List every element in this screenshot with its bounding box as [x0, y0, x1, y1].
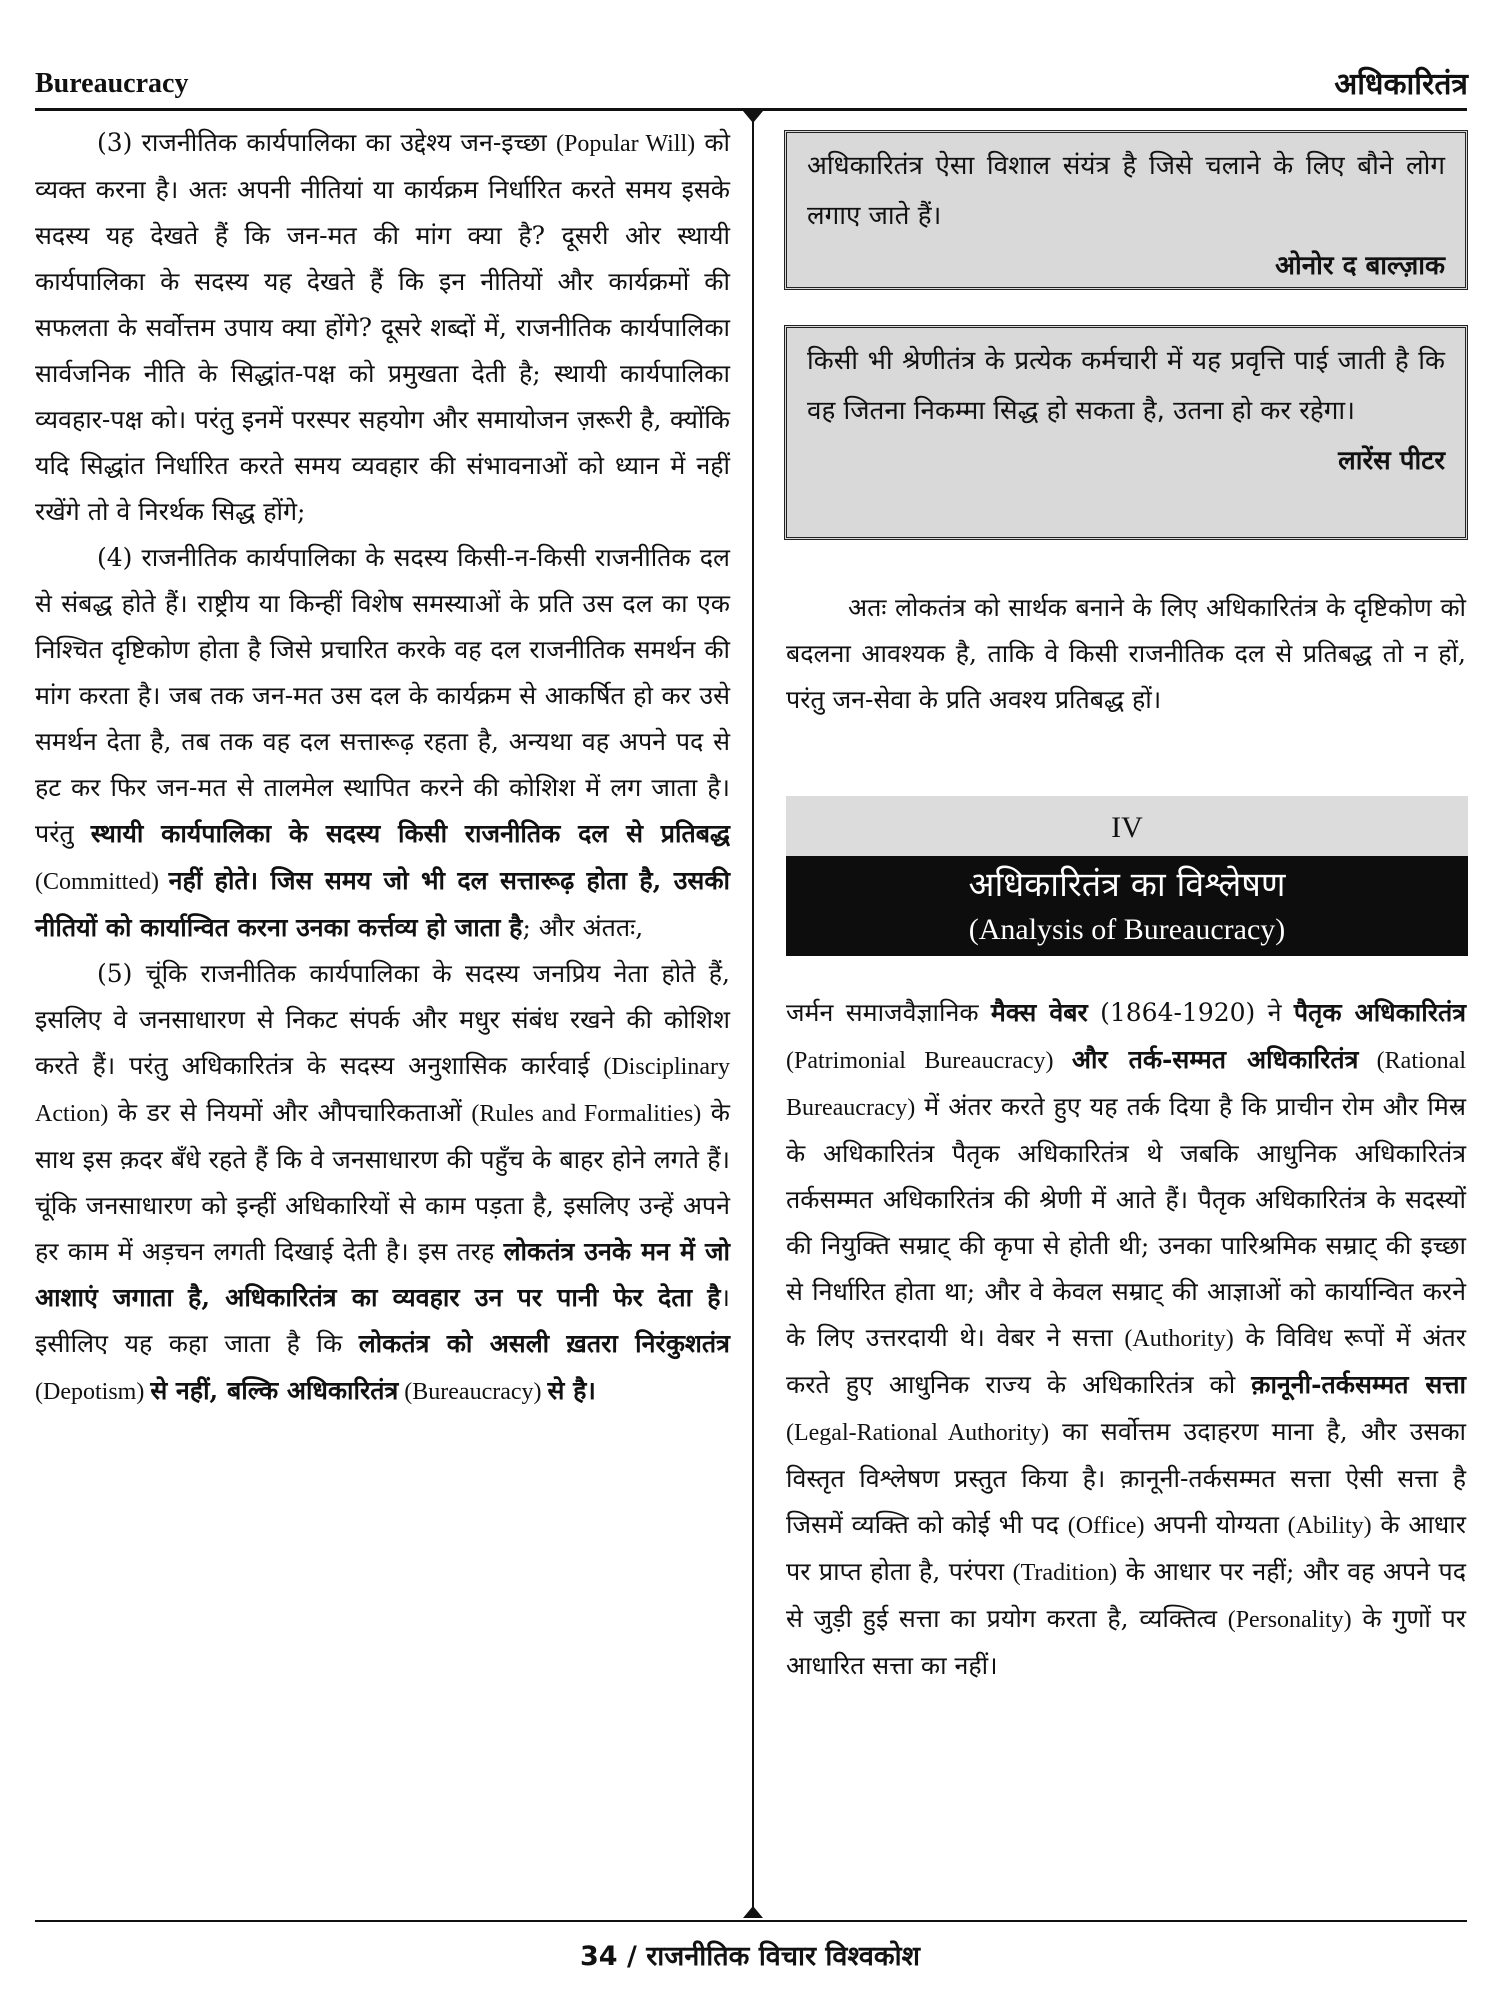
section-heading: [786, 856, 1468, 956]
right-column-intro: [786, 585, 1466, 723]
right-column-analysis: [786, 990, 1466, 1689]
running-header-left: Bureaucracy: [35, 68, 189, 99]
paragraph-4: (4) राजनीतिक कार्यपालिका के सदस्य किसी-न-किसी राजनीतिक दल से संबद्ध होते हैं। राष्ट्रीय या किन्हीं विशेष समस्याओं के प्रति उस दल का एक निश्चित दृष्टिकोण होता है जिसे प्रचारित करके वह दल राजनीतिक समर्थन की मांग करता है। जब तक जन-मत उस दल के कार्यक्रम से आकर्षित हो कर उसे समर्थन देता है, तब तक वह दल सत्तारूढ़ रहता है, अन्यथा वह अपने पद से हट कर फिर जन-मत से तालमेल स्थापित करने की कोशिश में लग जाता है। परंतु स्थायी कार्यपालिका के सदस्य किसी राजनीतिक दल से प्रतिबद्ध (Committed) नहीं होते। जिस समय जो भी दल सत्तारूढ़ होता है, उसकी नीतियों को कार्यान्वित करना उनका कर्त्तव्य हो जाता है; और अंततः,: [35, 543, 731, 942]
quote-text: अधिकारितंत्र ऐसा विशाल संयंत्र है जिसे चलाने के लिए बौने लोग लगाए जाते हैं।: [807, 151, 1445, 231]
quote-box-peter: [784, 325, 1468, 540]
quote-author: ओनोर द बाल्ज़ाक: [1275, 251, 1445, 281]
quote-author: लारेंस पीटर: [1338, 446, 1445, 476]
column-divider: [752, 114, 754, 1914]
bottom-rule: [35, 1920, 1467, 1922]
paragraph-3: (3) राजनीतिक कार्यपालिका का उद्देश्य जन-इच्छा (Popular Will) को व्यक्त करना है। अतः अपनी नीतियां या कार्यक्रम निर्धारित करते समय इसके सदस्य यह देखते हैं कि जन-मत की मांग क्या है? दूसरी ओर स्थायी कार्यपालिका के सदस्य यह देखते हैं कि इन नीतियों और कार्यक्रमों की सफलता के सर्वोत्तम उपाय क्या होंगे? दूसरे शब्दों में, राजनीतिक कार्यपालिका सार्वजनिक नीति के सिद्धांत-पक्ष को प्रमुखता देती है; स्थायी कार्यपालिका व्यवहार-पक्ष को। परंतु इनमें परस्पर सहयोग और समायोजन ज़रूरी है, क्योंकि यदि सिद्धांत निर्धारित करते समय व्यवहार की संभावनाओं को ध्यान में नहीं रखेंगे तो वे निरर्थक सिद्ध होंगे;: [35, 128, 731, 526]
section-title-english: (Analysis of Bureaucracy): [968, 913, 1286, 946]
weber-paragraph: जर्मन समाजवैज्ञानिक मैक्स वेबर (1864-1920) ने पैतृक अधिकारितंत्र (Patrimonial Bureaucracy) और तर्क-सम्मत अधिकारितंत्र (Rational Bureaucracy) में अंतर करते हुए यह तर्क दिया है कि प्राचीन रोम और मिस्र के अधिकारितंत्र पैतृक अधिकारितंत्र थे जबकि आधुनिक अधिकारितंत्र तर्कसम्मत अधिकारितंत्र की श्रेणी में आते हैं। पैतृक अधिकारितंत्र के सदस्यों की नियुक्ति सम्राट् की कृपा से होती थी; उनका पारिश्रमिक सम्राट् की इच्छा से निर्धारित होता था; और वे केवल सम्राट् की आज्ञाओं को कार्यान्वित करने के लिए उत्तरदायी थे। वेबर ने सत्ता (Authority) के विविध रूपों में अंतर करते हुए आधुनिक राज्य के अधिकारितंत्र को क़ानूनी-तर्कसम्मत सत्ता (Legal-Rational Authority) का सर्वोत्तम उदाहरण माना है, और उसका विस्तृत विश्लेषण प्रस्तुत किया है। क़ानूनी-तर्कसम्मत सत्ता ऐसी सत्ता है जिसमें व्यक्ति को कोई भी पद (Office) अपनी योग्यता (Ability) के आधार पर प्राप्त होता है, परंपरा (Tradition) के आधार पर नहीं; और वह अपने पद से जुड़ी हुई सत्ता का प्रयोग करता है, व्यक्तित्व (Personality) के गुणों पर आधारित सत्ता का नहीं।: [786, 998, 1467, 1680]
quote-box-balzac: [784, 130, 1468, 290]
section-title-hindi: अधिकारितंत्र का विश्लेषण: [968, 865, 1286, 905]
page-footer: 34 / राजनीतिक विचार विश्वकोश: [580, 1941, 920, 1972]
section-number: IV: [786, 796, 1468, 856]
conclusion-paragraph: अतः लोकतंत्र को सार्थक बनाने के लिए अधिकारितंत्र के दृष्टिकोण को बदलना आवश्यक है, ताकि वे किसी राजनीतिक दल से प्रतिबद्ध तो न हों, परंतु जन-सेवा के प्रति अवश्य प्रतिबद्ध हों।: [786, 593, 1466, 714]
running-header-right: अधिकारितंत्र: [1334, 67, 1468, 102]
bottom-arrow-marker: [743, 1906, 763, 1918]
left-column: [35, 120, 730, 1415]
quote-text: किसी भी श्रेणीतंत्र के प्रत्येक कर्मचारी में यह प्रवृत्ति पाई जाती है कि वह जितना निकम्मा सिद्ध हो सकता है, उतना हो कर रहेगा।: [807, 346, 1445, 426]
paragraph-5: (5) चूंकि राजनीतिक कार्यपालिका के सदस्य जनप्रिय नेता होते हैं, इसलिए वे जनसाधारण से निकट संपर्क और मधुर संबंध रखने की कोशिश करते हैं। परंतु अधिकारितंत्र के सदस्य अनुशासिक कार्रवाई (Disciplinary Action) के डर से नियमों और औपचारिकताओं (Rules and Formalities) के साथ इस क़दर बँधे रहते हैं कि वे जनसाधारण की पहुँच के बाहर होने लगते हैं। चूंकि जनसाधारण को इन्हीं अधिकारियों से काम पड़ता है, इसलिए उन्हें अपने हर काम में अड़चन लगती दिखाई देती है। इस तरह लोकतंत्र उनके मन में जो आशाएं जगाता है, अधिकारितंत्र का व्यवहार उन पर पानी फेर देता है। इसीलिए यह कहा जाता है कि लोकतंत्र को असली ख़तरा निरंकुशतंत्र (Depotism) से नहीं, बल्कि अधिकारितंत्र (Bureaucracy) से है।: [35, 959, 730, 1405]
